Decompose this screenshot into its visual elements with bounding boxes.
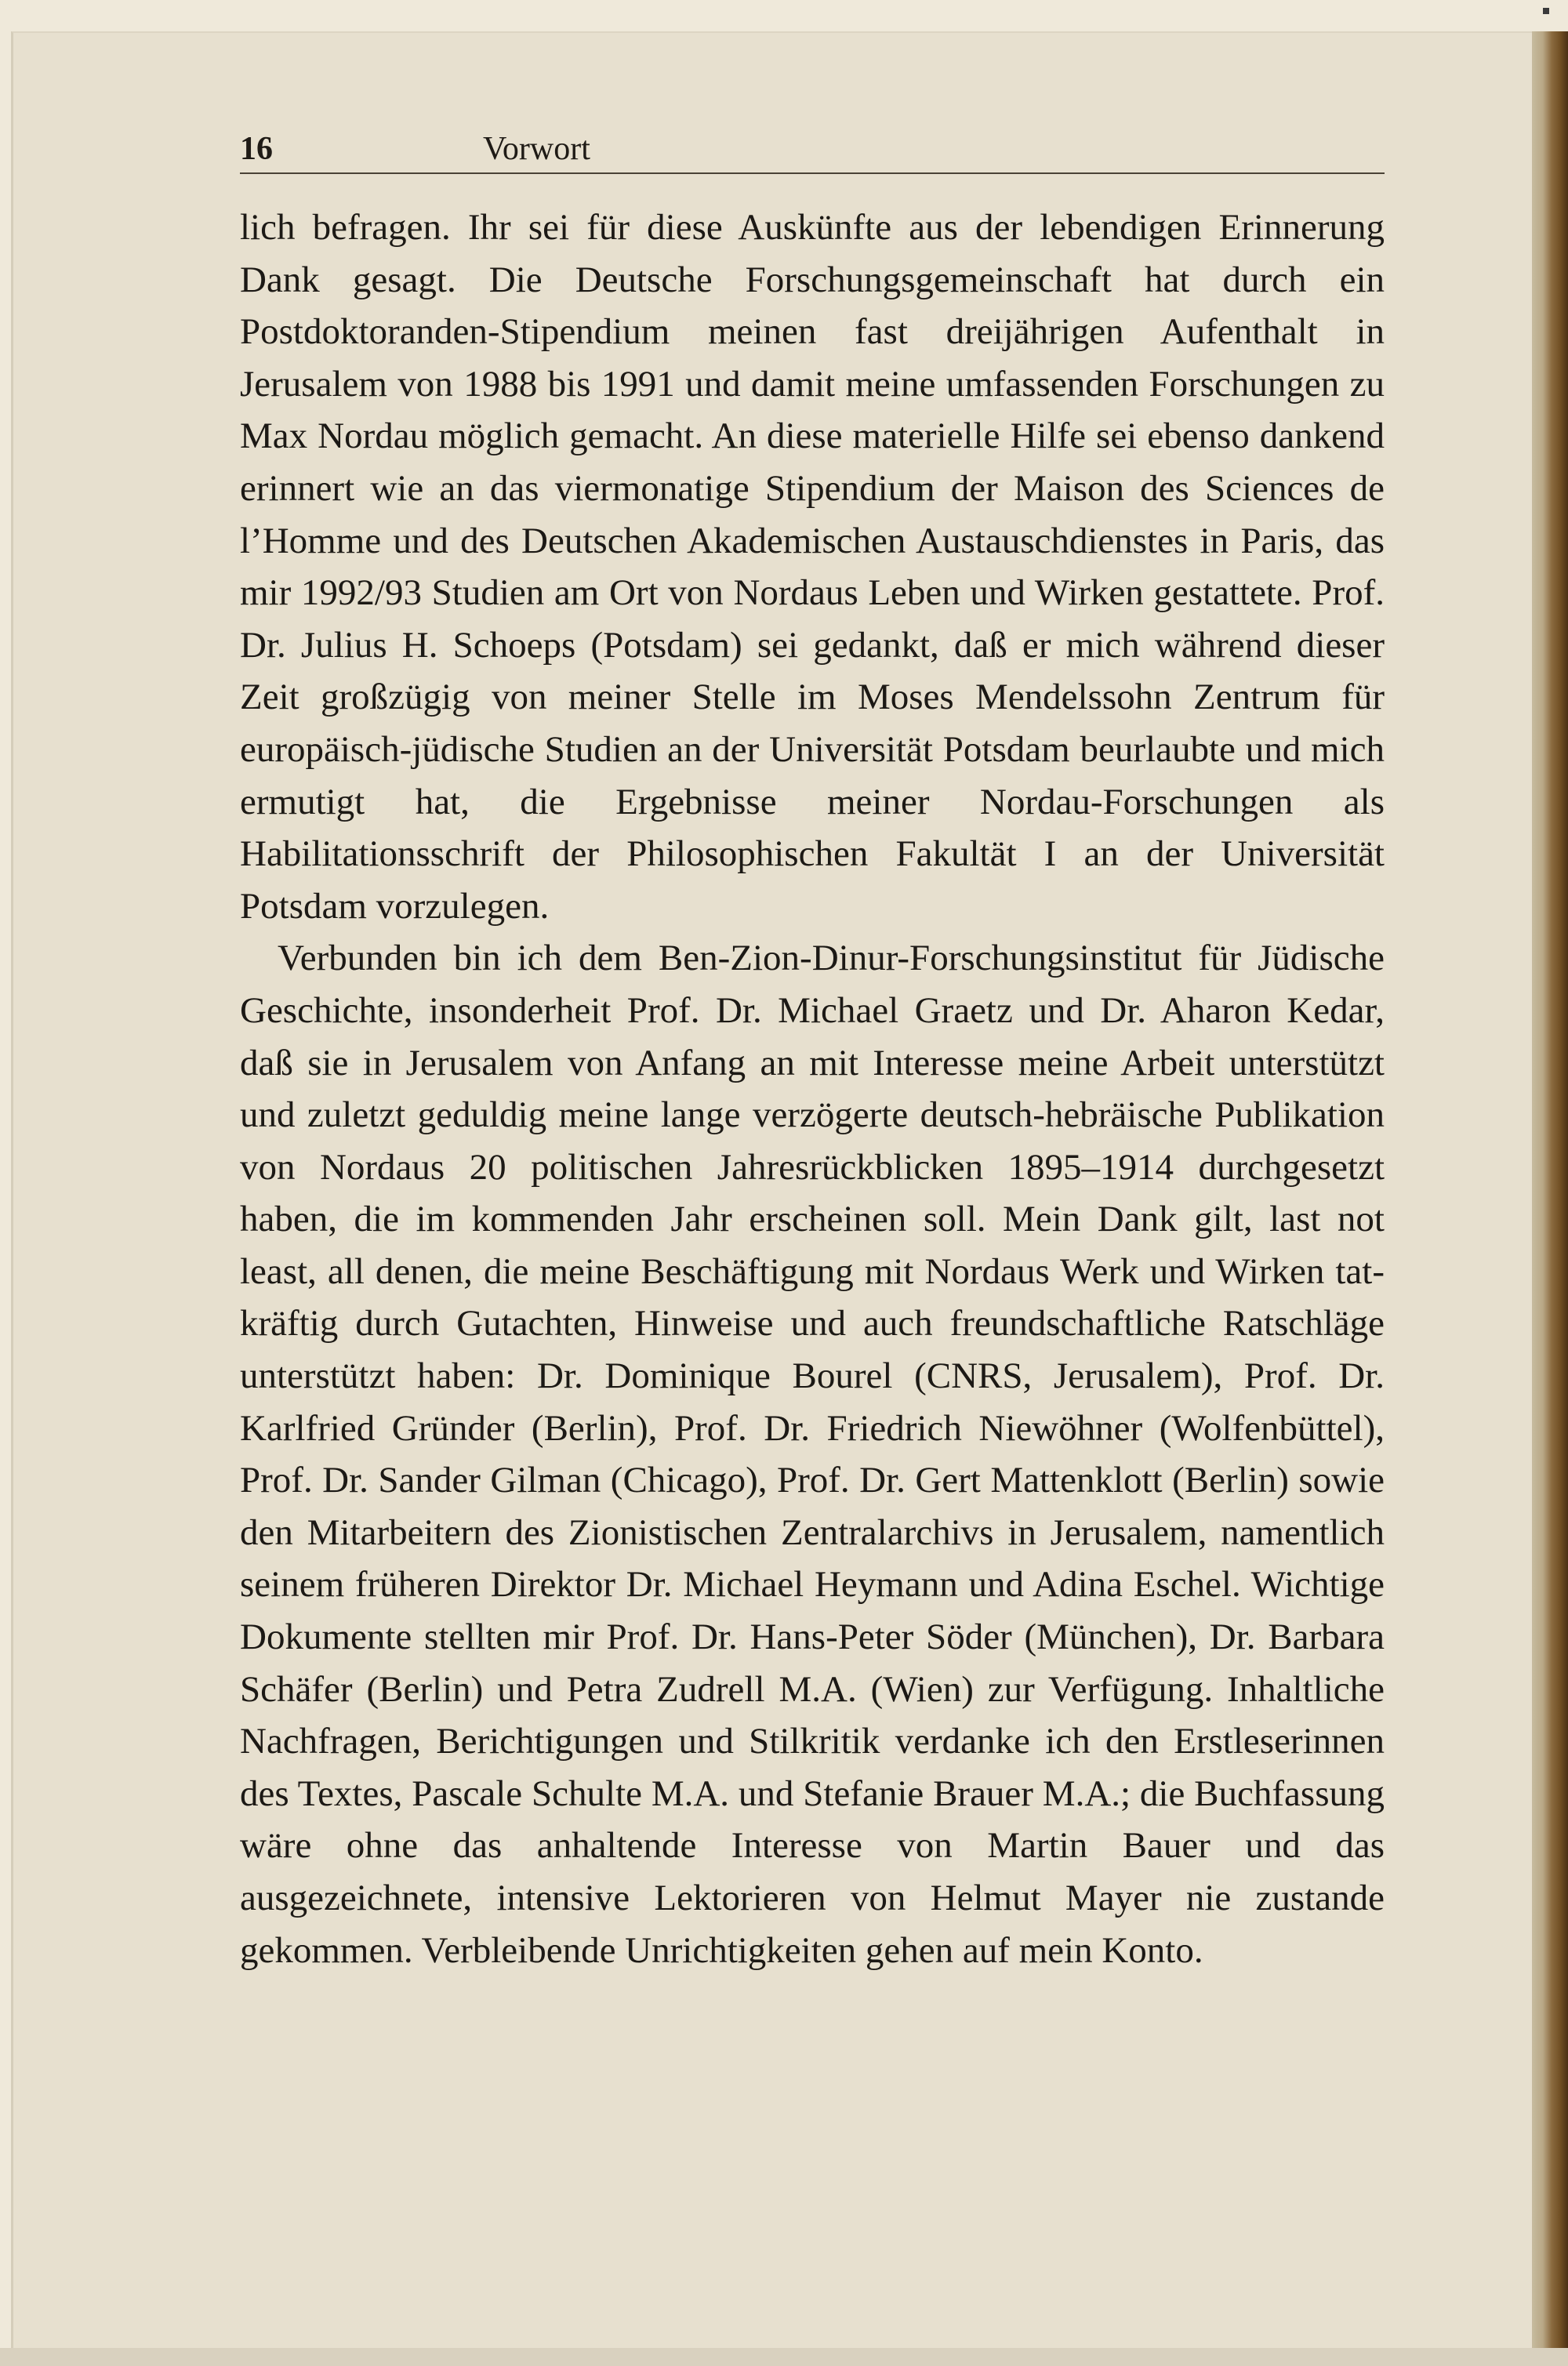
body-text xyxy=(240,201,1385,1976)
page-number: 16 xyxy=(240,131,273,167)
paragraph: Verbunden bin ich dem Ben-Zion-Dinur-Forschungsinstitut für Jüdische Geschichte, insonderheit Prof. Dr. Michael Graetz und Dr. Aharon Kedar, daß sie in Jerusalem von Anfang an mit Interesse meine Arbeit unterstützt und zuletzt geduldig meine lange verzögerte deutsch-hebräische Publikation von Nordaus 20 politischen Jahresrückblicken 1895–1914 durchgesetzt haben, die im kommenden Jahr erscheinen soll. Mein Dank gilt, last not least, all denen, die meine Beschäftigung mit Nordaus Werk und Wirken tatkräftig durch Gutachten, Hinweise und auch freundschaftliche Ratschläge unterstützt haben: Dr. Dominique Bourel (CNRS, Jerusalem), Prof. Dr. Karlfried Gründer (Berlin), Prof. Dr. Friedrich Niewöhner (Wolfenbüttel), Prof. Dr. Sander Gilman (Chicago), Prof. Dr. Gert Mattenklott (Berlin) sowie den Mitarbeitern des Zionistischen Zentralarchivs in Jerusalem, namentlich seinem früheren Direktor Dr. Michael Heymann und Adina Eschel. Wichtige Dokumente stellten mir Prof. Dr. Hans-Peter Söder (München), Dr. Barbara Schäfer (Berlin) und Petra Zudrell M.A. (Wien) zur Verfügung. Inhaltliche Nachfragen, Berichtigungen und Stilkritik verdanke ich den Erstleserinnen des Textes, Pascale Schulte M.A. und Stefanie Brauer M.A.; die Buchfassung wäre ohne das anhaltende Interesse von Martin Bauer und das ausgezeichnete, intensive Lektorieren von Helmut Mayer nie zustande gekommen. Verbleibende Unrichtigkeiten gehen auf mein Konto. xyxy=(240,938,1385,1971)
running-head xyxy=(240,130,1385,171)
scan-bottom-margin xyxy=(0,2348,1568,2366)
chapter-title: Vorwort xyxy=(483,131,590,167)
paragraph: lich befragen. Ihr sei für diese Auskünfte aus der lebendigen Erinnerung Dank gesagt. Die Deutsche Forschungsgemeinschaft hat durch ein Postdoktoranden-Stipendium meinen fast dreijährigen Aufenthalt in Jerusalem von 1988 bis 1991 und damit meine umfassenden Forschungen zu Max Nordau möglich gemacht. An diese materielle Hilfe sei ebenso dankend erinnert wie an das viermonatige Stipendium der Maison des Sciences de l’Homme und des Deutschen Akademischen Austauschdienstes in Paris, das mir 1992/93 Studien am Ort von Nordaus Leben und Wirken gestattete. Prof. Dr. Julius H. Schoeps (Potsdam) sei gedankt, daß er mich während dieser Zeit großzügig von meiner Stelle im Moses Mendelssohn Zentrum für europäisch-jüdische Studien an der Universität Potsdam beurlaubte und mich ermutigt hat, die Ergebnisse meiner Nordau-Forschungen als Habilitationsschrift der Philosophischen Fakultät I an der Universität Potsdam vorzulegen. xyxy=(240,207,1385,927)
header-rule xyxy=(240,172,1385,174)
scan-corner-mark xyxy=(1543,8,1549,14)
book-page-edge xyxy=(1532,31,1568,2352)
